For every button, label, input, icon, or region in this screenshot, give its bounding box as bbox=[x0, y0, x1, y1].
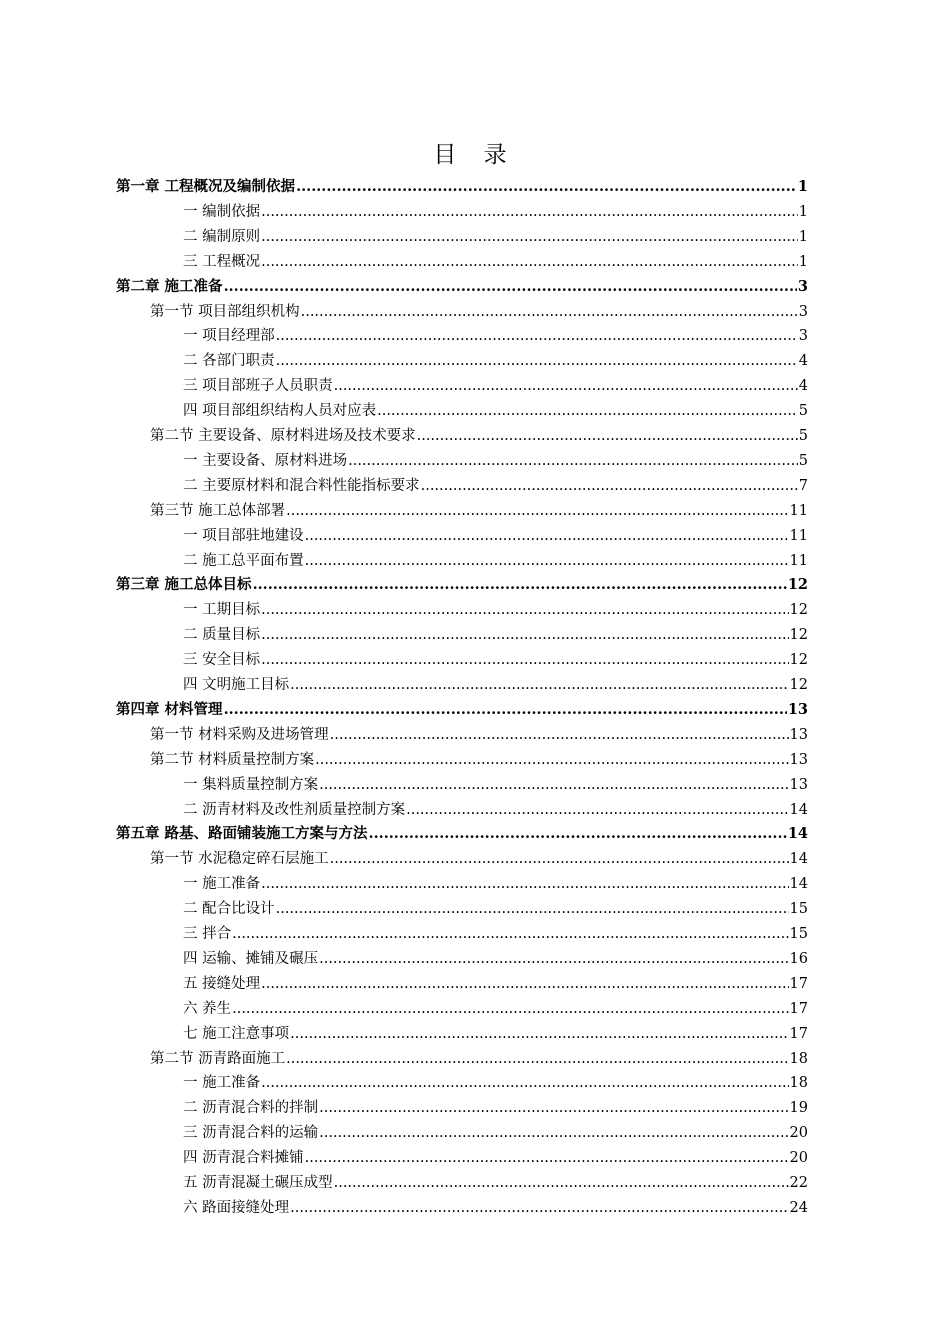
toc-dot-leader bbox=[232, 922, 788, 946]
toc-entry-label: 第三章 施工总体目标 bbox=[116, 576, 252, 594]
toc-entry-page-number: 12 bbox=[789, 602, 808, 619]
toc-entry-label: 二 施工总平面布置 bbox=[183, 552, 304, 569]
toc-entry-label: 二 沥青材料及改性剂质量控制方案 bbox=[183, 801, 406, 818]
toc-entry-page-number: 3 bbox=[798, 303, 808, 320]
toc-entry-label: 一 项目部驻地建设 bbox=[183, 527, 304, 544]
toc-entry-item[interactable] bbox=[183, 200, 808, 224]
toc-dot-leader bbox=[290, 1022, 788, 1046]
toc-entry-page-number: 15 bbox=[789, 901, 808, 918]
toc-entry-item[interactable] bbox=[183, 897, 808, 921]
toc-dot-leader bbox=[305, 524, 789, 548]
toc-entry-page-number: 18 bbox=[789, 1075, 808, 1092]
toc-entry-label: 第三节 施工总体部署 bbox=[150, 502, 286, 519]
toc-entry-item[interactable] bbox=[183, 673, 808, 697]
toc-dot-leader bbox=[330, 723, 789, 747]
toc-entry-chapter[interactable] bbox=[116, 698, 808, 722]
toc-entry-item[interactable] bbox=[183, 1121, 808, 1145]
toc-entry-page-number: 14 bbox=[789, 851, 808, 868]
toc-dot-leader bbox=[319, 773, 788, 797]
toc-entry-label: 第一章 工程概况及编制依据 bbox=[116, 178, 296, 195]
toc-dot-leader bbox=[224, 275, 797, 299]
toc-entry-label: 第二节 沥青路面施工 bbox=[150, 1050, 286, 1067]
toc-entry-item[interactable] bbox=[183, 947, 808, 971]
toc-dot-leader bbox=[261, 225, 798, 249]
toc-entry-page-number: 4 bbox=[798, 353, 808, 370]
toc-entry-label: 五 接缝处理 bbox=[183, 975, 261, 992]
toc-dot-leader bbox=[406, 798, 788, 822]
toc-entry-section[interactable] bbox=[150, 300, 808, 324]
toc-entry-item[interactable] bbox=[183, 549, 808, 573]
toc-entry-page-number: 5 bbox=[798, 403, 808, 420]
toc-entry-item[interactable] bbox=[183, 524, 808, 548]
toc-dot-leader bbox=[224, 698, 787, 722]
toc-title: 目 录 bbox=[433, 142, 517, 168]
toc-entry-section[interactable] bbox=[150, 847, 808, 871]
toc-dot-leader bbox=[290, 1196, 788, 1220]
toc-dot-leader bbox=[417, 424, 798, 448]
toc-entry-label: 一 集料质量控制方案 bbox=[183, 776, 319, 793]
toc-dot-leader bbox=[301, 300, 798, 324]
toc-entry-label: 第二节 主要设备、原材料进场及技术要求 bbox=[150, 428, 416, 444]
toc-entry-item[interactable] bbox=[183, 773, 808, 797]
toc-entry-label: 第一节 项目部组织机构 bbox=[150, 303, 300, 320]
toc-entry-item[interactable] bbox=[183, 972, 808, 996]
toc-dot-leader bbox=[261, 648, 788, 672]
toc-entry-item[interactable] bbox=[183, 623, 808, 647]
toc-dot-leader bbox=[319, 947, 788, 971]
toc-entry-item[interactable] bbox=[183, 598, 808, 622]
toc-entry-page-number: 1 bbox=[798, 203, 808, 220]
toc-entry-section[interactable] bbox=[150, 1047, 808, 1071]
toc-entry-page-number: 13 bbox=[789, 776, 808, 793]
toc-entry-page-number: 12 bbox=[789, 677, 808, 693]
toc-dot-leader bbox=[261, 972, 788, 996]
toc-dot-leader bbox=[348, 449, 798, 473]
toc-entry-page-number: 7 bbox=[798, 477, 808, 494]
toc-entry-page-number: 17 bbox=[789, 1025, 808, 1042]
toc-entry-label: 第二章 施工准备 bbox=[116, 277, 223, 295]
toc-dot-leader bbox=[276, 349, 798, 373]
toc-entry-page-number: 13 bbox=[787, 700, 808, 718]
toc-dot-leader bbox=[305, 549, 789, 573]
toc-entry-page-number: 5 bbox=[798, 452, 808, 469]
toc-entry-page-number: 1 bbox=[797, 178, 808, 195]
toc-entry-label: 二 各部门职责 bbox=[183, 353, 275, 370]
toc-entry-page-number: 12 bbox=[789, 627, 808, 644]
toc-entry-item[interactable] bbox=[183, 250, 808, 274]
toc-entry-item[interactable] bbox=[183, 449, 808, 473]
toc-entry-page-number: 3 bbox=[797, 277, 808, 295]
toc-entry-item[interactable] bbox=[183, 922, 808, 946]
toc-entry-item[interactable] bbox=[183, 474, 808, 498]
toc-entry-item[interactable] bbox=[183, 872, 808, 896]
toc-entry-label: 六 养生 bbox=[183, 1000, 232, 1017]
toc-entry-label: 六 路面接缝处理 bbox=[183, 1199, 290, 1216]
toc-entry-item[interactable] bbox=[183, 1146, 808, 1170]
toc-entry-label: 第五章 路基、路面铺装施工方案与方法 bbox=[116, 825, 368, 843]
toc-entry-label: 第一节 水泥稳定碎石层施工 bbox=[150, 851, 329, 868]
toc-dot-leader bbox=[286, 499, 788, 523]
toc-entry-item[interactable] bbox=[183, 997, 808, 1021]
toc-dot-leader bbox=[334, 374, 798, 398]
toc-entry-label: 三 工程概况 bbox=[183, 253, 261, 270]
toc-entry-page-number: 17 bbox=[789, 1000, 808, 1017]
toc-entry-label: 第二节 材料质量控制方案 bbox=[150, 751, 315, 768]
toc-entry-item[interactable] bbox=[183, 1071, 808, 1095]
toc-entry-page-number: 1 bbox=[798, 228, 808, 245]
toc-entry-page-number: 4 bbox=[798, 378, 808, 395]
toc-entry-page-number: 22 bbox=[789, 1175, 808, 1191]
toc-entry-page-number: 18 bbox=[789, 1050, 808, 1067]
toc-entry-label: 三 沥青混合料的运输 bbox=[183, 1125, 319, 1142]
toc-entry-page-number: 1 bbox=[798, 253, 808, 270]
toc-dot-leader bbox=[334, 1171, 789, 1195]
toc-entry-page-number: 14 bbox=[787, 825, 808, 843]
toc-entry-page-number: 12 bbox=[787, 576, 808, 594]
toc-entry-page-number: 5 bbox=[798, 428, 808, 444]
toc-entry-chapter[interactable] bbox=[116, 175, 808, 199]
toc-entry-chapter[interactable] bbox=[116, 275, 808, 299]
toc-dot-leader bbox=[232, 997, 788, 1021]
toc-entry-label: 二 主要原材料和混合料性能指标要求 bbox=[183, 477, 420, 494]
toc-dot-leader bbox=[296, 175, 797, 199]
toc-entry-label: 一 主要设备、原材料进场 bbox=[183, 452, 348, 469]
toc-entry-label: 一 施工准备 bbox=[183, 876, 261, 893]
toc-entry-page-number: 12 bbox=[789, 652, 808, 669]
toc-entry-item[interactable] bbox=[183, 374, 808, 398]
toc-entry-label: 一 施工准备 bbox=[183, 1075, 261, 1092]
toc-entry-label: 一 工期目标 bbox=[183, 602, 261, 619]
toc-entry-section[interactable] bbox=[150, 723, 808, 747]
toc-entry-label: 五 沥青混凝土碾压成型 bbox=[183, 1175, 333, 1191]
toc-entry-page-number: 16 bbox=[789, 950, 808, 967]
toc-entry-label: 三 安全目标 bbox=[183, 652, 261, 669]
toc-entry-item[interactable] bbox=[183, 399, 808, 423]
toc-entry-label: 一 项目经理部 bbox=[183, 328, 275, 345]
toc-dot-leader bbox=[276, 897, 789, 921]
toc-entry-label: 第一节 材料采购及进场管理 bbox=[150, 726, 329, 743]
toc-dot-leader bbox=[319, 1096, 788, 1120]
toc-entry-label: 七 施工注意事项 bbox=[183, 1025, 290, 1042]
toc-dot-leader bbox=[276, 324, 798, 348]
toc-entry-label: 三 拌合 bbox=[183, 926, 232, 942]
toc-entry-label: 二 配合比设计 bbox=[183, 901, 275, 918]
toc-dot-leader bbox=[290, 673, 788, 697]
toc-entry-page-number: 13 bbox=[789, 751, 808, 768]
toc-entry-page-number: 13 bbox=[789, 726, 808, 743]
toc-entry-item[interactable] bbox=[183, 1096, 808, 1120]
toc-entry-item[interactable] bbox=[183, 648, 808, 672]
toc-dot-leader bbox=[315, 748, 788, 772]
toc-dot-leader bbox=[253, 573, 787, 597]
toc-entry-item[interactable] bbox=[183, 1196, 808, 1220]
toc-entry-page-number: 20 bbox=[789, 1150, 808, 1167]
toc-entry-label: 四 文明施工目标 bbox=[183, 677, 290, 693]
toc-dot-leader bbox=[421, 474, 798, 498]
toc-entry-page-number: 17 bbox=[789, 975, 808, 992]
toc-entry-chapter[interactable] bbox=[116, 573, 808, 597]
toc-dot-leader bbox=[286, 1047, 788, 1071]
toc-entry-page-number: 20 bbox=[789, 1125, 808, 1142]
toc-entry-chapter[interactable] bbox=[116, 822, 808, 846]
toc-entry-label: 二 质量目标 bbox=[183, 627, 261, 644]
toc-dot-leader bbox=[261, 1071, 788, 1095]
toc-entry-section[interactable] bbox=[150, 748, 808, 772]
toc-entry-label: 四 项目部组织结构人员对应表 bbox=[183, 403, 377, 420]
toc-entry-label: 四 运输、摊铺及碾压 bbox=[183, 950, 319, 967]
toc-dot-leader bbox=[305, 1146, 789, 1170]
toc-dot-leader bbox=[261, 623, 788, 647]
toc-dot-leader bbox=[261, 250, 798, 274]
toc-dot-leader bbox=[261, 200, 798, 224]
toc-dot-leader bbox=[377, 399, 798, 423]
toc-dot-leader bbox=[369, 822, 787, 846]
toc-dot-leader bbox=[319, 1121, 788, 1145]
toc-dot-leader bbox=[261, 872, 788, 896]
toc-entry-label: 四 沥青混合料摊铺 bbox=[183, 1150, 304, 1167]
toc-entry-page-number: 14 bbox=[789, 876, 808, 893]
toc-entry-label: 三 项目部班子人员职责 bbox=[183, 378, 333, 395]
toc-entry-label: 二 编制原则 bbox=[183, 228, 261, 245]
toc-dot-leader bbox=[330, 847, 789, 871]
toc-entry-page-number: 15 bbox=[789, 926, 808, 942]
toc-entry-page-number: 14 bbox=[789, 801, 808, 818]
toc-dot-leader bbox=[261, 598, 788, 622]
toc-entry-section[interactable] bbox=[150, 424, 808, 448]
toc-entry-section[interactable] bbox=[150, 499, 808, 523]
toc-entry-page-number: 19 bbox=[789, 1100, 808, 1117]
toc-entry-item[interactable] bbox=[183, 1171, 808, 1195]
toc-entry-item[interactable] bbox=[183, 324, 808, 348]
toc-entry-item[interactable] bbox=[183, 349, 808, 373]
toc-entry-page-number: 3 bbox=[798, 328, 808, 345]
toc-entry-label: 二 沥青混合料的拌制 bbox=[183, 1100, 319, 1117]
toc-entry-item[interactable] bbox=[183, 798, 808, 822]
toc-entry-item[interactable] bbox=[183, 1022, 808, 1046]
toc-entry-page-number: 11 bbox=[789, 552, 808, 569]
toc-entry-label: 第四章 材料管理 bbox=[116, 700, 223, 718]
toc-entry-page-number: 24 bbox=[789, 1199, 808, 1216]
toc-entry-item[interactable] bbox=[183, 225, 808, 249]
toc-entry-page-number: 11 bbox=[789, 502, 808, 519]
toc-entry-page-number: 11 bbox=[789, 527, 808, 544]
toc-entry-label: 一 编制依据 bbox=[183, 203, 261, 220]
